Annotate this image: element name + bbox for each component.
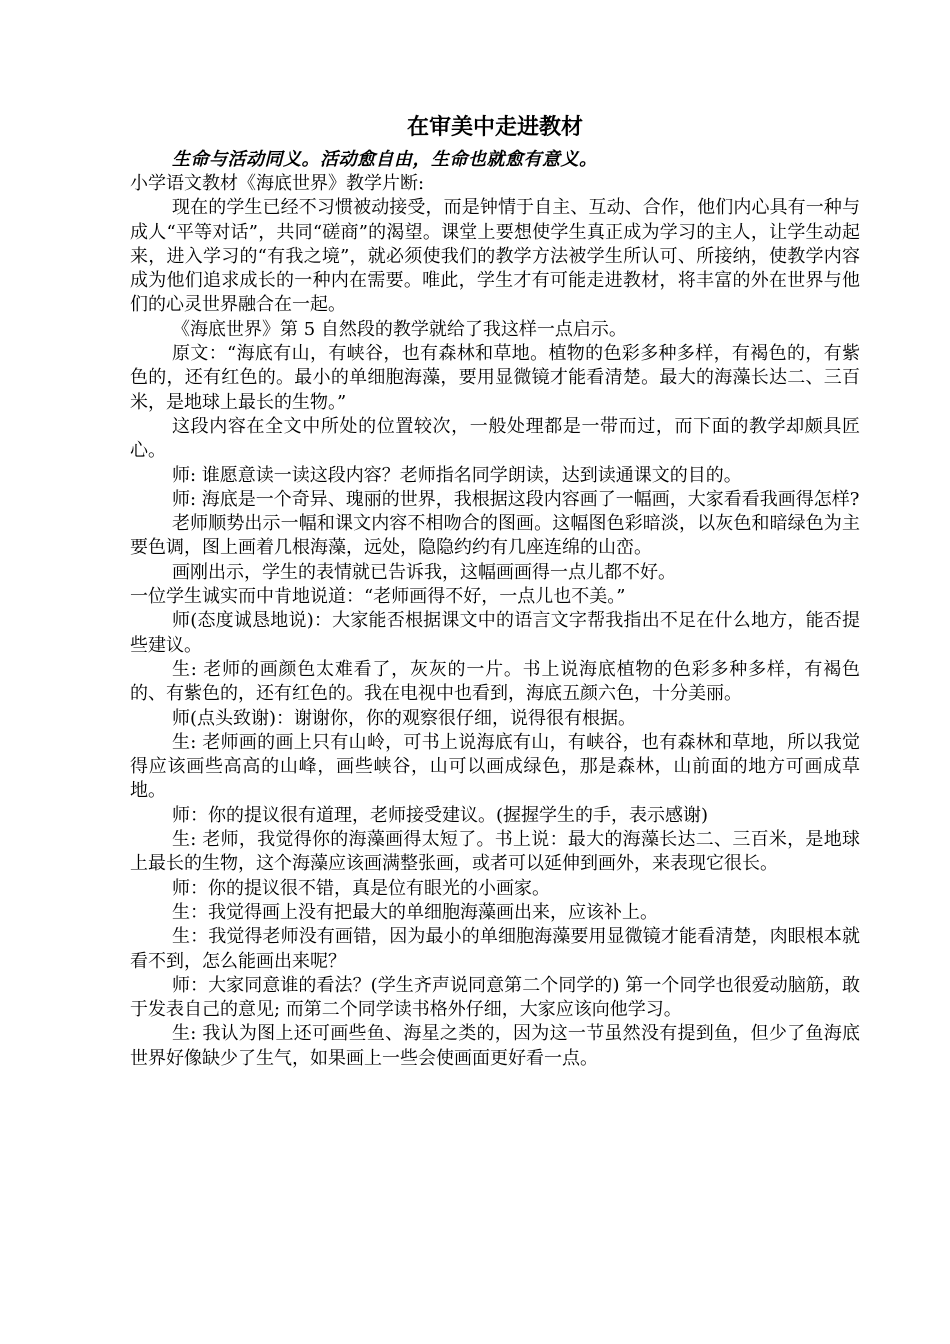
paragraph: 生: 老师的画颜色太难看了，灰灰的一片。书上说海底植物的色彩多种多样，有褐色的、有紫色的，还有红色的。我在电视中也看到，海底五颜六色，十分美丽。: [130, 658, 860, 705]
paragraph: 一位学生诚实而中肯地说道：“老师画得不好，一点儿也不美。”: [130, 586, 626, 608]
paragraph: 师：大家同意谁的看法？(学生齐声说同意第二个同学的) 第一个同学也很爱动脑筋，敢于发表自己的意见; 而第二个同学读书格外仔细，大家应该向他学习。: [130, 974, 860, 1021]
document-title: 在审美中走进教材: [406, 115, 583, 140]
paragraph: 师(点头致谢)：谢谢你，你的观察很仔细，说得很有根据。: [172, 707, 637, 729]
paragraph: 师：你的提议很有道理，老师接受建议。(握握学生的手，表示感谢): [172, 804, 709, 826]
paragraph: 生: 我认为图上还可画些鱼、海星之类的，因为这一节虽然没有提到鱼，但少了鱼海底世界好像缺少了生气，如果画上一些会使画面更好看一点。: [130, 1023, 860, 1069]
document-page: [130, 112, 860, 1071]
paragraph: 现在的学生已经不习惯被动接受，而是钟情于自主、互动、合作，他们内心具有一种与成人“平等对话”，共同“磋商”的渴望。课堂上要想使学生真正成为学习的主人，让学生动起来，进入学习的“有我之境”，就必须使我们的教学方法被学生所认可、所接纳，使教学内容成为他们追求成长的一种内在需要。唯此，学生才有可能走进教材，将丰富的外在世界与他们的心灵世界融合在一起。: [130, 197, 860, 316]
paragraph: 画刚出示，学生的表情就已告诉我，这幅画画得一点儿都不好。: [172, 561, 676, 583]
paragraph: 师: 谁愿意读一读这段内容？老师指名同学朗读，达到读通课文的目的。: [172, 464, 742, 486]
paragraph: 生：我觉得画上没有把最大的单细胞海藻画出来，应该补上。: [172, 901, 658, 923]
paragraph: 原文：“海底有山，有峡谷，也有森林和草地。植物的色彩多种多样，有褐色的，有紫色的，还有红色的。最小的单细胞海藻，要用显微镜才能看清楚。最大的海藻长达二、三百米，是地球上最长的生物。”: [130, 343, 860, 413]
paragraph: 生: 老师画的画上只有山岭，可书上说海底有山，有峡谷，也有森林和草地，所以我觉得应该画些高高的山峰，画些峡谷，山可以画成绿色，那是森林，山前面的地方可画成草地。: [130, 731, 860, 802]
paragraph: 老师顺势出示一幅和课文内容不相吻合的图画。这幅图色彩暗淡，以灰色和暗绿色为主要色调，图上画着几根海藻，远处，隐隐约约有几座连绵的山峦。: [130, 513, 860, 559]
paragraph: 《海底世界》第 5 自然段的教学就给了我这样一点启示。: [172, 318, 627, 340]
document-body: [130, 172, 860, 1071]
paragraph: 小学语文教材《海底世界》教学片断:: [130, 173, 425, 194]
paragraph: 生: 老师，我觉得你的海藻画得太短了。书上说：最大的海藻长达二、三百米，是地球上最长的生物，这个海藻应该画满整张画，或者可以延伸到画外，来表现它很长。: [130, 829, 860, 875]
paragraph: 师(态度诚恳地说)：大家能否根据课文中的语言文字帮我指出不足在什么地方，能否提些建议。: [130, 610, 860, 656]
motto-line: 生命与活动同义。活动愈自由，生命也就愈有意义。: [172, 149, 598, 170]
paragraph: 生：我觉得老师没有画错，因为最小的单细胞海藻要用显微镜才能看清楚，肉眼根本就看不到，怎么能画出来呢？: [130, 926, 860, 972]
paragraph: 这段内容在全文中所处的位置较次，一般处理都是一带而过，而下面的教学却颇具匠心。: [130, 415, 860, 462]
paragraph: 师：你的提议很不错，真是位有眼光的小画家。: [172, 877, 550, 899]
paragraph: 师: 海底是一个奇异、瑰丽的世界，我根据这段内容画了一幅画，大家看看我画得怎样?: [172, 488, 860, 510]
